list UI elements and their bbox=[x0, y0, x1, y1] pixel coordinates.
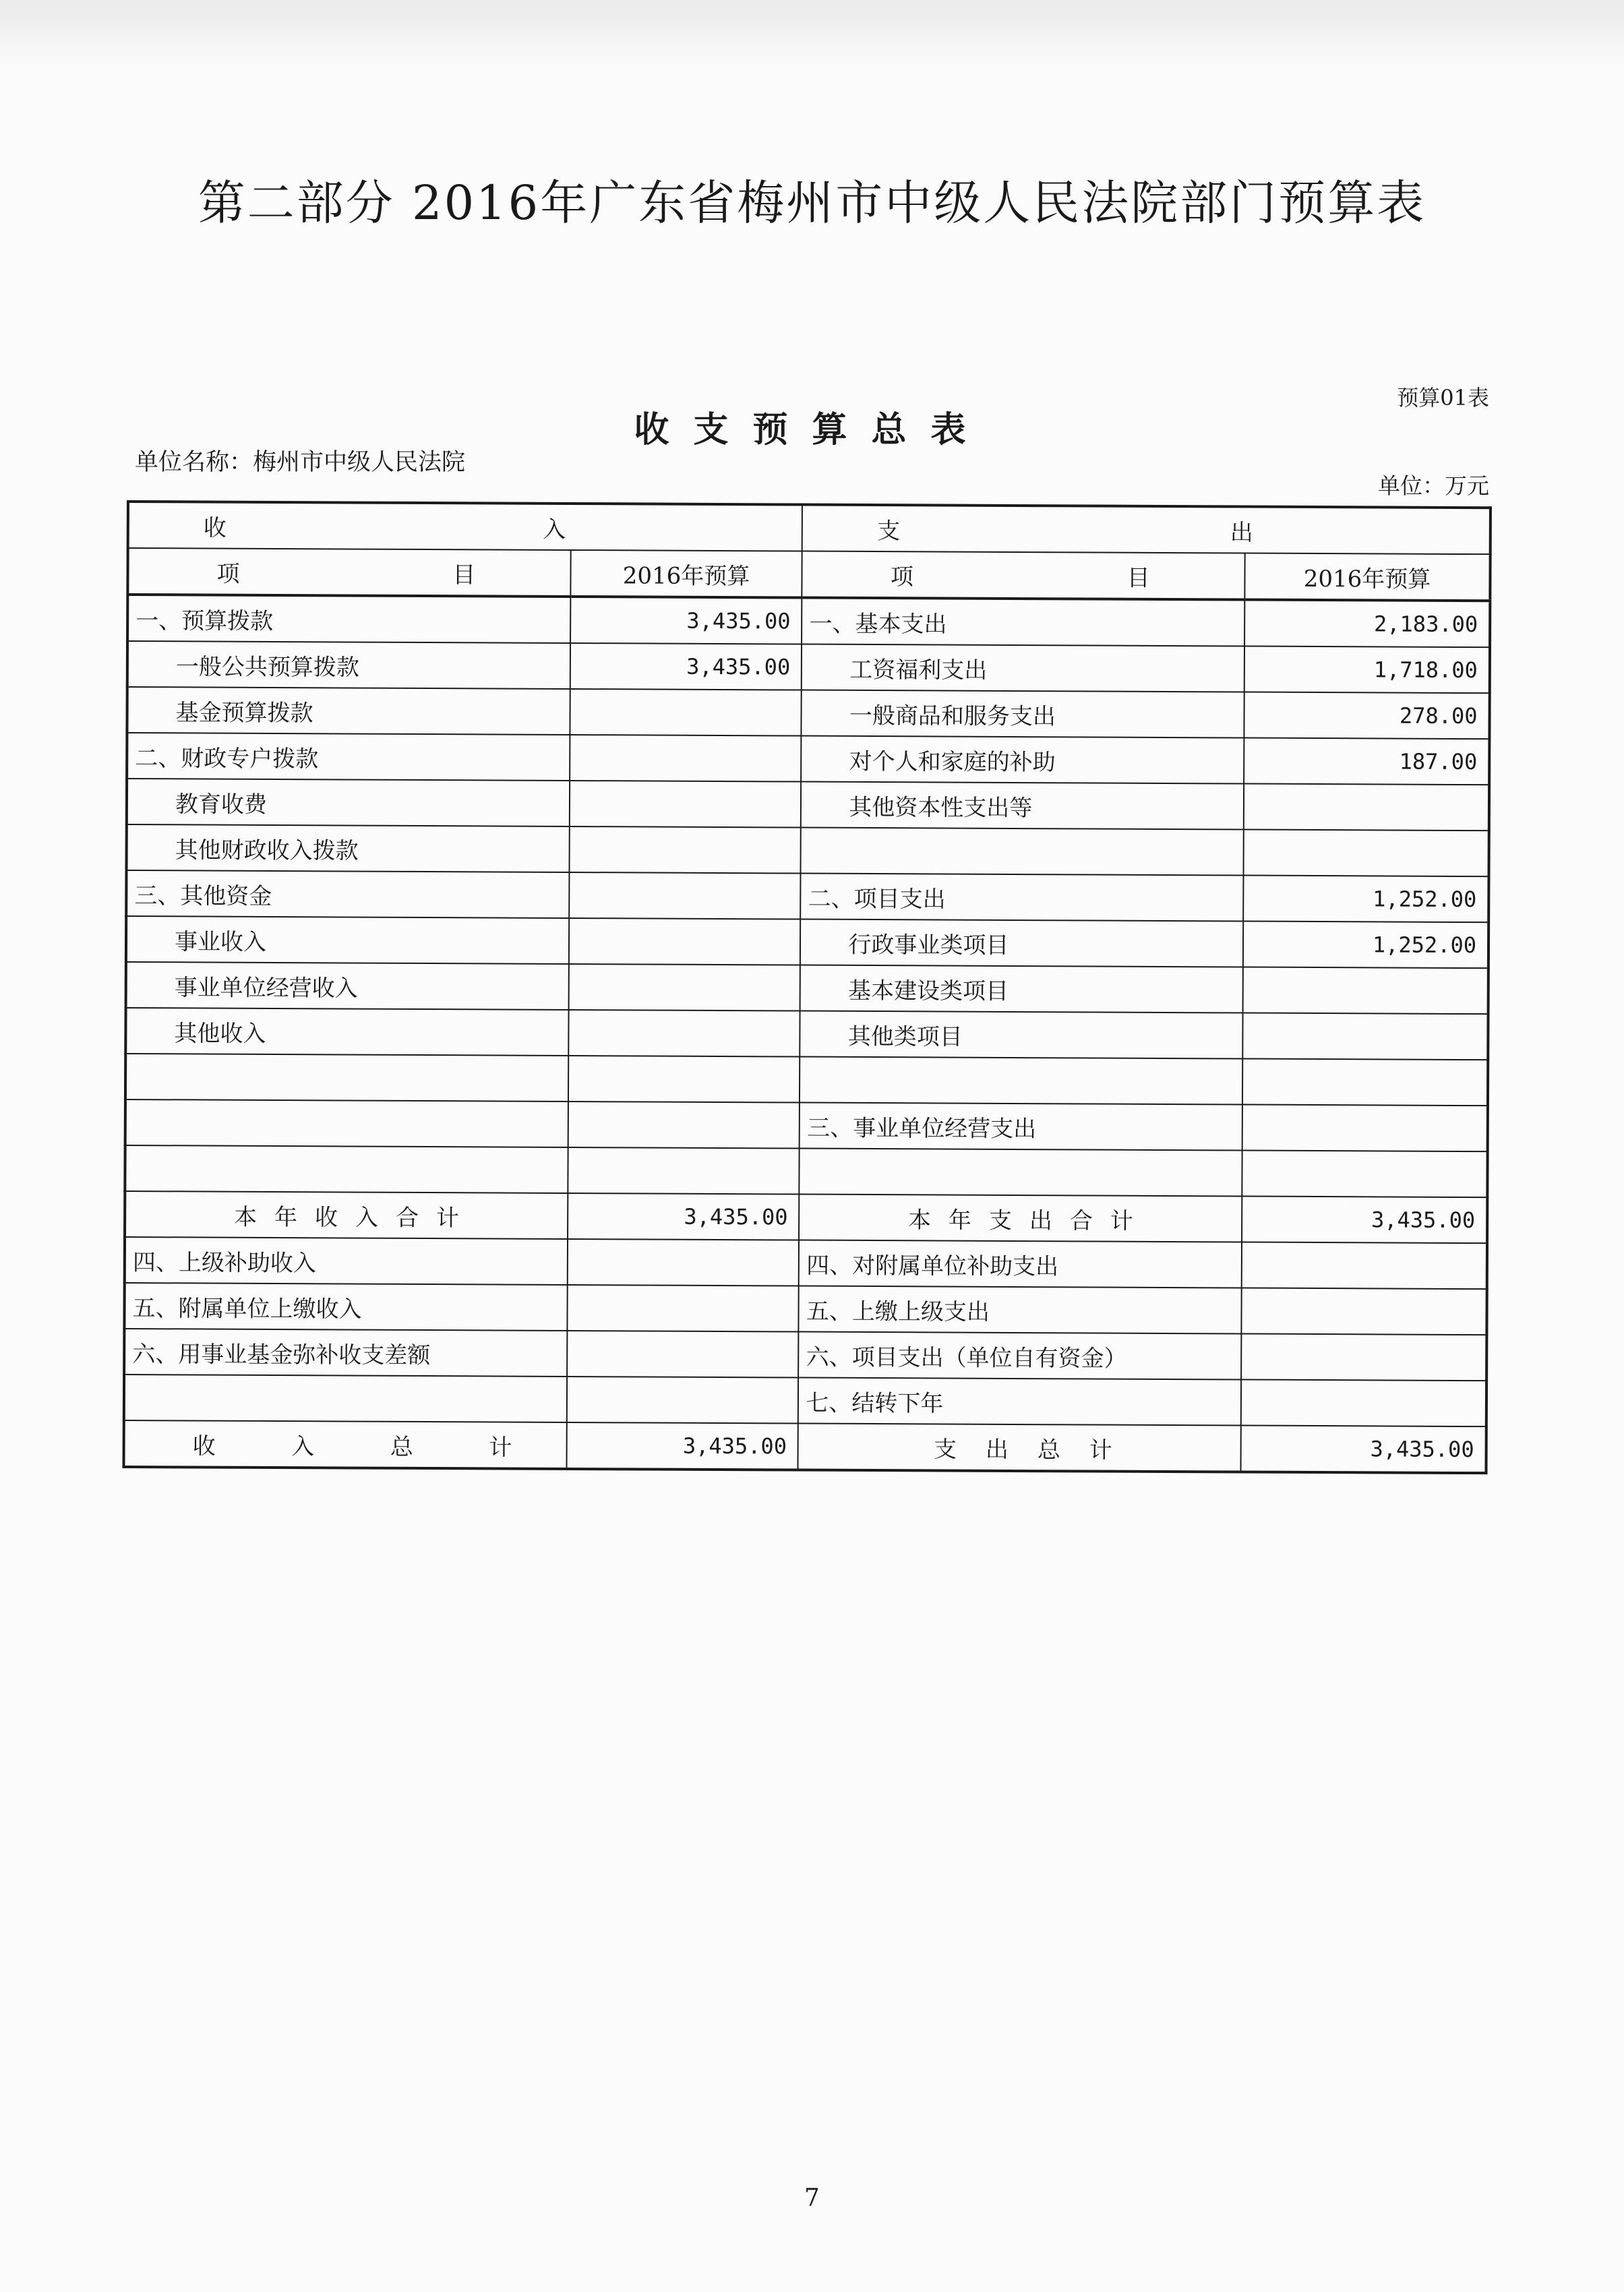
expense-item: 五、上缴上级支出 bbox=[799, 1286, 1242, 1334]
income-item bbox=[125, 1099, 568, 1147]
income-item: 事业收入 bbox=[126, 916, 569, 964]
table-row bbox=[124, 1375, 1486, 1426]
income-subtotal-label: 本年收入合计 bbox=[125, 1191, 568, 1239]
subtotal-row bbox=[125, 1191, 1487, 1243]
income-item bbox=[125, 1145, 568, 1193]
income-value bbox=[567, 1331, 799, 1378]
expense-subtotal-label: 本年支出合计 bbox=[799, 1195, 1242, 1242]
expense-item bbox=[800, 1057, 1242, 1105]
expense-value bbox=[1241, 1380, 1486, 1427]
budget-summary-table bbox=[122, 500, 1491, 1474]
income-total-label: 收 入 总 计 bbox=[123, 1420, 566, 1469]
expense-item: 基本建设类项目 bbox=[800, 965, 1243, 1013]
expense-value bbox=[1242, 1013, 1488, 1060]
table-row bbox=[125, 1054, 1488, 1106]
expense-item bbox=[801, 828, 1244, 876]
income-item: 其他收入 bbox=[125, 1008, 568, 1056]
expense-total-value: 3,435.00 bbox=[1241, 1426, 1486, 1474]
expense-total-label: 支 出 总 计 bbox=[798, 1424, 1241, 1472]
table-row bbox=[126, 962, 1488, 1014]
income-item: 一、预算拨款 bbox=[127, 595, 570, 643]
table-row bbox=[125, 1237, 1487, 1289]
income-value: 3,435.00 bbox=[570, 597, 802, 644]
income-item: 其他财政收入拨款 bbox=[127, 824, 570, 872]
expense-item: 四、对附属单位补助支出 bbox=[799, 1240, 1242, 1288]
income-value bbox=[568, 1010, 800, 1057]
expense-item: 其他类项目 bbox=[800, 1011, 1243, 1059]
scan-shadow bbox=[0, 0, 1624, 74]
table-row bbox=[127, 733, 1489, 785]
expense-value bbox=[1242, 1151, 1488, 1198]
table-row bbox=[127, 641, 1490, 693]
table-row bbox=[124, 1329, 1486, 1381]
expense-item: 六、项目支出（单位自有资金） bbox=[798, 1332, 1241, 1380]
income-item bbox=[124, 1375, 567, 1422]
expense-value bbox=[1241, 1334, 1486, 1381]
income-value bbox=[570, 689, 802, 736]
table-row bbox=[125, 1099, 1488, 1151]
table-row bbox=[126, 870, 1488, 922]
income-item: 基金预算拨款 bbox=[127, 687, 570, 735]
expense-item: 三、事业单位经营支出 bbox=[800, 1103, 1242, 1151]
income-item: 三、其他资金 bbox=[126, 870, 569, 918]
expense-value: 187.00 bbox=[1244, 738, 1489, 785]
income-value bbox=[568, 1102, 800, 1149]
income-value: 3,435.00 bbox=[570, 643, 802, 690]
expense-item: 二、项目支出 bbox=[801, 874, 1244, 922]
expense-item-header: 项 目 bbox=[802, 551, 1245, 600]
income-value bbox=[569, 872, 801, 919]
income-value bbox=[570, 735, 802, 782]
income-value bbox=[567, 1285, 799, 1332]
column-header-row bbox=[127, 548, 1490, 601]
document-heading: 第二部分 2016年广东省梅州市中级人民法院部门预算表 bbox=[198, 175, 1426, 231]
income-subtotal-value: 3,435.00 bbox=[568, 1193, 800, 1240]
form-number: 预算01表 bbox=[1397, 385, 1489, 411]
expense-value bbox=[1242, 1288, 1487, 1335]
income-value bbox=[568, 1056, 800, 1103]
page-number: 7 bbox=[804, 2184, 820, 2212]
expense-value bbox=[1242, 1059, 1488, 1106]
expense-section-header: 支 出 bbox=[802, 505, 1491, 555]
income-item: 一般公共预算拨款 bbox=[127, 641, 570, 689]
expense-item: 工资福利支出 bbox=[802, 644, 1244, 692]
expense-item: 行政事业类项目 bbox=[800, 919, 1243, 967]
income-budget-header: 2016年预算 bbox=[570, 550, 802, 598]
expense-value bbox=[1244, 784, 1489, 831]
currency-unit: 单位：万元 bbox=[1378, 473, 1489, 499]
table-row bbox=[127, 687, 1489, 739]
income-item: 四、上级补助收入 bbox=[125, 1237, 568, 1285]
expense-item: 一、基本支出 bbox=[802, 598, 1244, 646]
expense-value: 1,252.00 bbox=[1243, 876, 1488, 923]
expense-item: 一般商品和服务支出 bbox=[802, 690, 1244, 738]
expense-value: 278.00 bbox=[1244, 692, 1490, 740]
expense-value bbox=[1244, 830, 1489, 877]
income-item bbox=[125, 1054, 568, 1102]
expense-item: 七、结转下年 bbox=[798, 1378, 1241, 1426]
expense-value bbox=[1242, 1105, 1488, 1152]
income-item: 五、附属单位上缴收入 bbox=[124, 1283, 567, 1331]
expense-value: 2,183.00 bbox=[1244, 600, 1490, 648]
income-value bbox=[568, 1239, 800, 1286]
expense-value: 1,718.00 bbox=[1244, 646, 1490, 694]
income-value bbox=[569, 918, 801, 965]
income-item-header: 项 目 bbox=[127, 548, 570, 597]
income-item: 事业单位经营收入 bbox=[126, 962, 569, 1010]
table-row bbox=[125, 1008, 1488, 1060]
table-row bbox=[127, 595, 1490, 647]
income-value bbox=[568, 1147, 800, 1195]
income-value bbox=[568, 964, 800, 1011]
expense-item: 其他资本性支出等 bbox=[801, 782, 1244, 830]
expense-value bbox=[1242, 1242, 1487, 1290]
income-value bbox=[569, 826, 801, 874]
expense-subtotal-value: 3,435.00 bbox=[1242, 1197, 1487, 1244]
income-value bbox=[570, 781, 802, 828]
table-row bbox=[125, 1145, 1487, 1197]
budget-table-sheet bbox=[123, 500, 1492, 1464]
unit-name: 单位名称：梅州市中级人民法院 bbox=[135, 449, 466, 476]
table-row bbox=[124, 1283, 1486, 1335]
income-total-value: 3,435.00 bbox=[566, 1422, 798, 1470]
table-title: 收支预算总表 bbox=[634, 409, 990, 450]
expense-item bbox=[800, 1149, 1242, 1197]
income-value bbox=[567, 1377, 799, 1424]
income-item: 二、财政专户拨款 bbox=[127, 733, 570, 781]
table-row bbox=[126, 916, 1488, 968]
expense-budget-header: 2016年预算 bbox=[1245, 553, 1491, 601]
expense-item: 对个人和家庭的补助 bbox=[801, 736, 1244, 784]
section-header-row bbox=[128, 502, 1491, 554]
total-row bbox=[123, 1420, 1486, 1473]
expense-value bbox=[1243, 967, 1488, 1015]
income-item: 六、用事业基金弥补收支差额 bbox=[124, 1329, 567, 1377]
income-section-header: 收 入 bbox=[128, 502, 803, 551]
table-row bbox=[127, 824, 1489, 876]
income-item: 教育收费 bbox=[127, 779, 570, 826]
expense-value: 1,252.00 bbox=[1243, 922, 1488, 969]
table-row bbox=[127, 779, 1489, 831]
